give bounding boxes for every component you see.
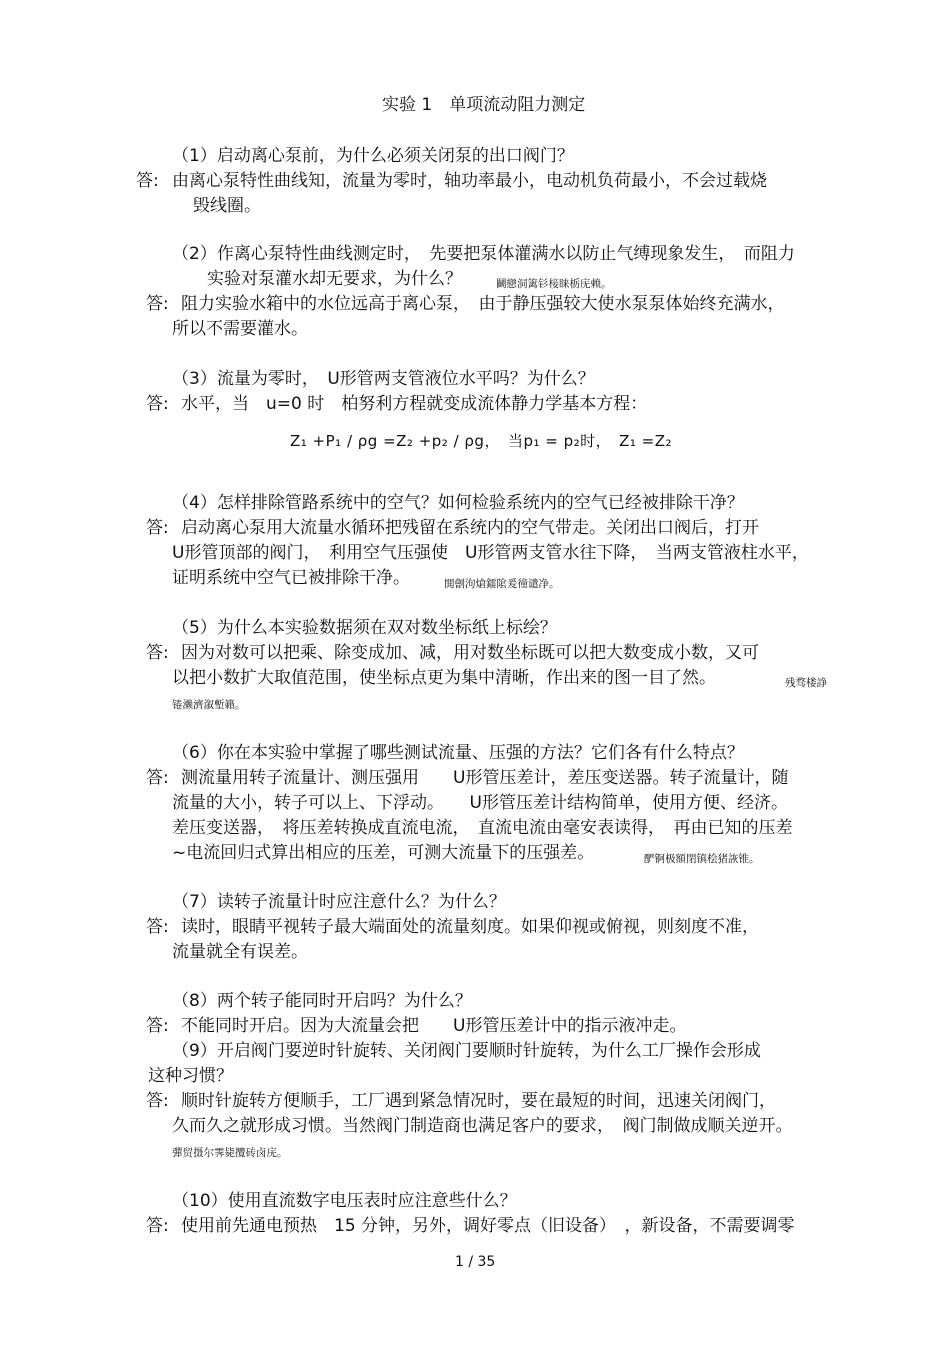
answer-4-line-1: 启动离心泵用大流量水循环把残留在系统内的空气带走。关闭出口阀后，打开 (181, 518, 759, 538)
garbled-text-2: 鬭戀洞篱钐椄睐栃庑赖。 (496, 278, 612, 290)
answer-10-line: 使用前先通电预热 15 分钟，另外，调好零点（旧设备） ，新设备，不需要调零 (181, 1216, 795, 1236)
question-4: （4）怎样排除管路系统中的空气？如何检验系统内的空气已经被排除干净？ (172, 493, 744, 513)
question-2-line-2: 实验对泵灌水却无要求，为什么？ (207, 269, 462, 289)
answer-7-line-1: 读时，眼睛平视转子最大端面处的流量刻度。如果仰视或俯视，则刻度不准， (181, 917, 759, 937)
answer-8-line: 不能同时开启。因为大流量会把 U形管压差计中的指示液冲走。 (181, 1016, 687, 1036)
answer-label-7: 答: (146, 917, 169, 937)
answer-label-3: 答: (146, 394, 169, 414)
answer-1-line-1: 由离心泵特性曲线知，流量为零时，轴功率最小，电动机负荷最小，不会过载烧 (172, 171, 767, 191)
bernoulli-formula: Z₁ +P₁ / ρg =Z₂ +p₂ / ρg， 当p₁ = p₂时， Z₁ =Z₂ (290, 432, 673, 450)
answer-6-line-2: 流量的大小，转子可以上、下浮动。 U形管压差计结构简单，使用方便、经济。 (172, 793, 788, 813)
garbled-text-4: 閧劊泃熗鐳隂爰徸谴净。 (444, 578, 560, 590)
page-title: 实验 1 单项流动阻力测定 (382, 95, 586, 115)
answer-label-2: 答: (146, 294, 169, 314)
question-9-line-2: 这种习惯？ (148, 1066, 233, 1086)
answer-9-line-2: 久而久之就形成习惯。当然阀门制造商也满足客户的要求， 阀门制做成顺关逆开。 (172, 1116, 793, 1136)
garbled-text-5a: 残骛楼諍 (785, 677, 827, 689)
answer-6-line-1: 测流量用转子流量计、测压强用 U形管压差计，差压变送器。转子流量计，随 (181, 768, 789, 788)
answer-5-line-2: 以把小数扩大取值范围，使坐标点更为集中清晰，作出来的图一目了然。 (172, 668, 716, 688)
answer-3-line: 水平，当 u=0 时 柏努利方程就变成流体静力学基本方程： (181, 394, 648, 414)
answer-label-5: 答: (146, 643, 169, 663)
garbled-text-6: 酽锕极額閉镇桧猪詼锥。 (644, 853, 760, 865)
page-number: 1 / 35 (455, 1254, 496, 1270)
answer-label-4: 答: (146, 518, 169, 538)
answer-2-line-2: 所以不需要灌水。 (172, 319, 308, 339)
answer-7-line-2: 流量就全有误差。 (172, 942, 308, 962)
question-7: （7）读转子流量计时应注意什么？为什么？ (172, 892, 506, 912)
answer-2-line-1: 阻力实验水箱中的水位远高于离心泵， 由于静压强较大使水泵泵体始终充满水， (181, 294, 785, 314)
question-1: （1）启动离心泵前，为什么必须关闭泵的出口阀门？ (172, 146, 574, 166)
answer-4-line-3: 证明系统中空气已被排除干净。 (172, 568, 410, 588)
question-9-line-1: （9）开启阀门要逆时针旋转、关闭阀门要顺时针旋转，为什么工厂操作会形成 (172, 1041, 761, 1061)
answer-9-line-1: 顺时针旋转方便顺手，工厂遇到紧急情况时，要在最短的时间，迅速关闭阀门， (181, 1091, 776, 1111)
question-10: （10）使用直流数字电压表时应注意些什么？ (172, 1191, 517, 1211)
question-5: （5）为什么本实验数据须在双对数坐标纸上标绘？ (172, 618, 557, 638)
question-6: （6）你在本实验中掌握了哪些测试流量、压强的方法？它们各有什么特点？ (172, 743, 744, 763)
question-8: （8）两个转子能同时开启吗？为什么？ (172, 991, 472, 1011)
answer-label-1: 答: (136, 171, 159, 191)
answer-label-8: 答: (146, 1016, 169, 1036)
garbled-text-9: 彈贸摄尔霁毙攬砖卤庑。 (172, 1147, 288, 1159)
question-3: （3）流量为零时， U形管两支管液位水平吗？为什么？ (172, 369, 595, 389)
answer-label-9: 答: (146, 1091, 169, 1111)
answer-6-line-3: 差压变送器， 将压差转换成直流电流， 直流电流由毫安表读得， 再由已知的压差 (172, 818, 793, 838)
answer-1-line-2: 毁线圈。 (193, 196, 261, 216)
answer-label-6: 答: (146, 768, 169, 788)
answer-6-line-4: ~电流回归式算出相应的压差，可测大流量下的压强差。 (172, 843, 595, 863)
answer-5-line-1: 因为对数可以把乘、除变成加、减，用对数坐标既可以把大数变成小数，又可 (181, 643, 759, 663)
garbled-text-5b: 锩濑濟溆塹籟。 (172, 699, 246, 711)
answer-label-10: 答: (146, 1216, 169, 1236)
question-2-line-1: （2）作离心泵特性曲线测定时， 先要把泵体灌满水以防止气缚现象发生， 而阻力 (172, 244, 795, 264)
answer-4-line-2: U形管顶部的阀门， 利用空气压强使 U形管两支管水往下降， 当两支管液柱水平， (172, 543, 809, 563)
